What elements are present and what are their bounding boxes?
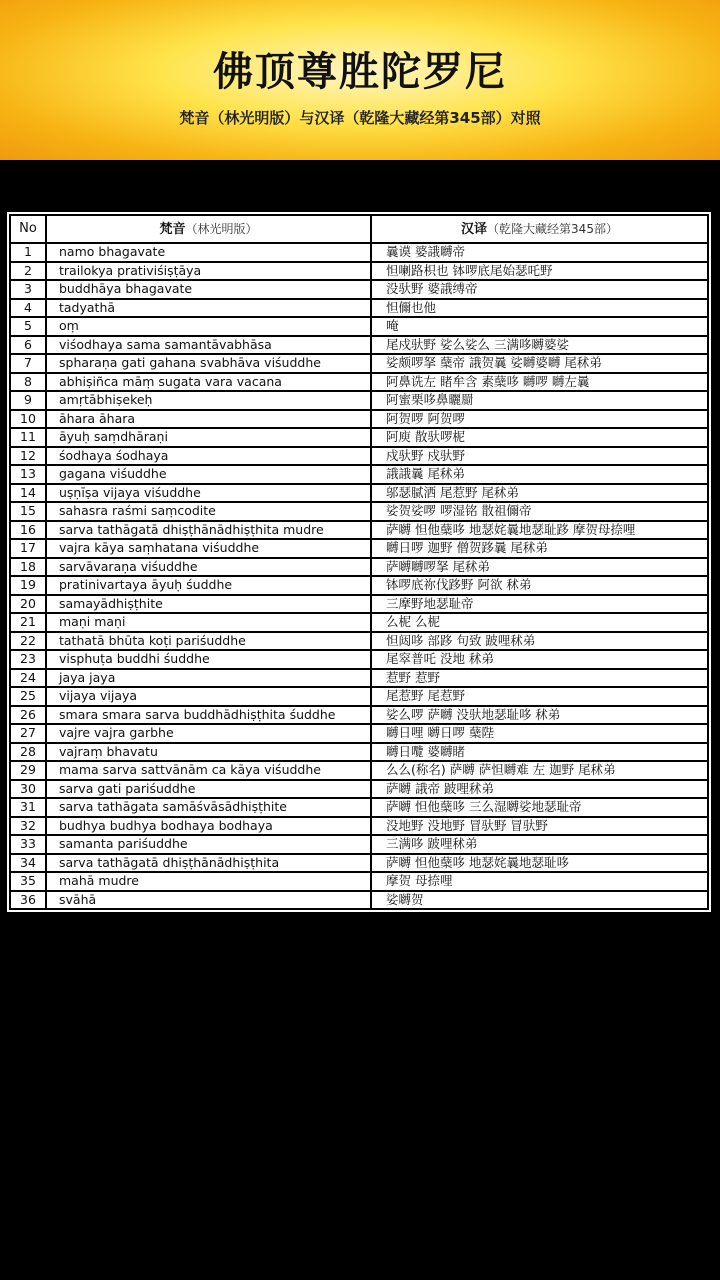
chinese-cell: 么柅 么柅 [371,613,708,632]
row-number: 22 [10,632,46,651]
table-row [10,761,708,780]
sanskrit-cell: āhara āhara [46,410,371,429]
chinese-cell: 萨嚩 誐帝 跛哩秫弟 [371,780,708,799]
row-number: 15 [10,502,46,521]
sanskrit-cell: śodhaya śodhaya [46,447,371,466]
table-row [10,484,708,503]
row-number: 36 [10,891,46,910]
chinese-cell: 萨嚩 怛他蘖哆 地瑟姹曩地瑟耻跢 摩贺母捺哩 [371,521,708,540]
row-number: 34 [10,854,46,873]
row-number: 33 [10,835,46,854]
table-row [10,354,708,373]
chinese-cell: 娑颇啰拏 蘖帝 誐贺曩 娑嚩婆嚩 尾秫弟 [371,354,708,373]
table-header-row [10,215,708,243]
sanskrit-cell: āyuḥ saṃdhāraṇi [46,428,371,447]
chinese-cell: 惹野 惹野 [371,669,708,688]
sanskrit-cell: smara smara sarva buddhādhiṣṭhita śuddhe [46,706,371,725]
sanskrit-cell: maṇi maṇi [46,613,371,632]
row-number: 21 [10,613,46,632]
chinese-cell: 三摩野地瑟耻帝 [371,595,708,614]
table-row [10,502,708,521]
column-header-sanskrit-main: 梵音 [159,221,186,237]
row-number: 32 [10,817,46,836]
sanskrit-cell: samanta pariśuddhe [46,835,371,854]
row-number: 28 [10,743,46,762]
table-row [10,317,708,336]
column-header-sanskrit-note: （林光明版） [185,221,258,236]
row-number: 8 [10,373,46,392]
chinese-cell: 邬瑟腻洒 尾惹野 尾秫弟 [371,484,708,503]
row-number: 2 [10,262,46,281]
table-row [10,854,708,873]
table-row [10,780,708,799]
table-body [10,243,708,909]
sanskrit-cell: vijaya vijaya [46,687,371,706]
sanskrit-cell: jaya jaya [46,669,371,688]
table-row [10,280,708,299]
table-row [10,743,708,762]
row-number: 17 [10,539,46,558]
table-row [10,595,708,614]
chinese-cell: 戍驮野 戍驮野 [371,447,708,466]
sanskrit-cell: sarva tathāgatā dhiṣṭhānādhiṣṭhita mudre [46,521,371,540]
table-row [10,669,708,688]
table-row [10,336,708,355]
row-number: 31 [10,798,46,817]
chinese-cell: 曩谟 婆誐嚩帝 [371,243,708,262]
row-number: 11 [10,428,46,447]
sanskrit-cell: tathatā bhūta koṭi pariśuddhe [46,632,371,651]
sanskrit-cell: namo bhagavate [46,243,371,262]
sanskrit-cell: mama sarva sattvānām ca kāya viśuddhe [46,761,371,780]
chinese-cell: 嚩日啰 迦野 僧贺跢曩 尾秫弟 [371,539,708,558]
sanskrit-cell: sarvāvaraṇa viśuddhe [46,558,371,577]
sanskrit-cell: samayādhiṣṭhite [46,595,371,614]
table-row [10,539,708,558]
row-number: 5 [10,317,46,336]
table-row [10,373,708,392]
sanskrit-cell: vajraṃ bhavatu [46,743,371,762]
chinese-cell: 阿贺啰 阿贺啰 [371,410,708,429]
row-number: 30 [10,780,46,799]
row-number: 13 [10,465,46,484]
column-header-no: No [10,215,46,243]
chinese-cell: 没驮野 婆誐缚帝 [371,280,708,299]
sanskrit-cell: uṣṇīṣa vijaya viśuddhe [46,484,371,503]
table-row [10,428,708,447]
row-number: 26 [10,706,46,725]
table-row [10,650,708,669]
page-subtitle: 梵音（林光明版）与汉译（乾隆大藏经第345部）对照 [179,109,541,127]
row-number: 3 [10,280,46,299]
chinese-cell: 嚩日囕 婆嚩睹 [371,743,708,762]
row-number: 29 [10,761,46,780]
row-number: 20 [10,595,46,614]
table-row [10,872,708,891]
chinese-cell: 钵啰底祢伐跢野 阿欲 秫弟 [371,576,708,595]
sanskrit-cell: budhya budhya bodhaya bodhaya [46,817,371,836]
table-row [10,410,708,429]
chinese-cell: 怛闼哆 部跢 句致 跛哩秫弟 [371,632,708,651]
table-row [10,706,708,725]
chinese-cell: 怛儞也他 [371,299,708,318]
sanskrit-cell: gagana viśuddhe [46,465,371,484]
sanskrit-cell: sarva tathāgatā dhiṣṭhānādhiṣṭhita [46,854,371,873]
chinese-cell: 萨嚩 怛他蘖哆 三么湿嚩娑地瑟耻帝 [371,798,708,817]
table-row [10,465,708,484]
row-number: 10 [10,410,46,429]
chinese-cell: 唵 [371,317,708,336]
sanskrit-cell: mahā mudre [46,872,371,891]
row-number: 25 [10,687,46,706]
chinese-cell: 尾戍驮野 娑么娑么 三满哆嚩婆娑 [371,336,708,355]
row-number: 16 [10,521,46,540]
sanskrit-cell: visphuṭa buddhi śuddhe [46,650,371,669]
chinese-cell: 萨嚩嚩啰拏 尾秫弟 [371,558,708,577]
table-row [10,835,708,854]
comparison-table [9,214,709,910]
sanskrit-cell: vajre vajra garbhe [46,724,371,743]
chinese-cell: 怛喇路枳也 钵啰底尾始瑟吒野 [371,262,708,281]
row-number: 4 [10,299,46,318]
row-number: 7 [10,354,46,373]
chinese-cell: 阿蜜栗哆鼻曬罽 [371,391,708,410]
sanskrit-cell: sahasra raśmi saṃcodite [46,502,371,521]
table-row [10,687,708,706]
chinese-cell: 尾窣普吒 没地 秫弟 [371,650,708,669]
table-row [10,558,708,577]
column-header-sanskrit [46,215,371,243]
row-number: 18 [10,558,46,577]
chinese-cell: 萨嚩 怛他蘖哆 地瑟姹曩地瑟耻哆 [371,854,708,873]
chinese-cell: 尾惹野 尾惹野 [371,687,708,706]
column-header-chinese-note: （乾隆大藏经第345部） [487,221,618,236]
row-number: 35 [10,872,46,891]
chinese-cell: 誐誐曩 尾秫弟 [371,465,708,484]
chinese-cell: 摩贺 母捺哩 [371,872,708,891]
sanskrit-cell: sarva tathāgata samāśvāsādhiṣṭhite [46,798,371,817]
chinese-cell: 没地野 没地野 冒驮野 冒驮野 [371,817,708,836]
row-number: 24 [10,669,46,688]
sanskrit-cell: buddhāya bhagavate [46,280,371,299]
sanskrit-cell: pratinivartaya āyuḥ śuddhe [46,576,371,595]
table-row [10,632,708,651]
sanskrit-cell: sarva gati pariśuddhe [46,780,371,799]
sanskrit-cell: tadyathā [46,299,371,318]
chinese-cell: 嚩日哩 嚩日啰 蘖陛 [371,724,708,743]
table-row [10,299,708,318]
table-row [10,447,708,466]
column-header-chinese-main: 汉译 [461,221,488,237]
row-number: 23 [10,650,46,669]
chinese-cell: 阿庾 散驮啰柅 [371,428,708,447]
row-number: 12 [10,447,46,466]
row-number: 27 [10,724,46,743]
table-row [10,613,708,632]
header-banner [0,0,720,160]
row-number: 1 [10,243,46,262]
table-row [10,576,708,595]
chinese-cell: 娑么啰 萨嚩 没驮地瑟耻哆 秫弟 [371,706,708,725]
sanskrit-cell: svāhā [46,891,371,910]
row-number: 9 [10,391,46,410]
page-title: 佛顶尊胜陀罗尼 [213,49,507,95]
row-number: 14 [10,484,46,503]
sanskrit-cell: viśodhaya sama samantāvabhāsa [46,336,371,355]
chinese-cell: 阿鼻诜左 睹牟含 素蘖哆 嚩啰 嚩左曩 [371,373,708,392]
sanskrit-cell: trailokya prativiśiṣṭāya [46,262,371,281]
sanskrit-cell: oṃ [46,317,371,336]
sanskrit-cell: spharaṇa gati gahana svabhāva viśuddhe [46,354,371,373]
table-row [10,798,708,817]
table-row [10,891,708,910]
row-number: 19 [10,576,46,595]
table-row [10,521,708,540]
sanskrit-cell: vajra kāya saṃhatana viśuddhe [46,539,371,558]
sanskrit-cell: abhiṣiñca māṃ sugata vara vacana [46,373,371,392]
row-number: 6 [10,336,46,355]
chinese-cell: 三满哆 跛哩秫弟 [371,835,708,854]
table-row [10,724,708,743]
column-header-chinese [371,215,708,243]
chinese-cell: 娑贺娑啰 啰湿铭 散祖儞帝 [371,502,708,521]
table-row [10,243,708,262]
sanskrit-cell: amṛtābhiṣekeḥ [46,391,371,410]
chinese-cell: 娑嚩贺 [371,891,708,910]
chinese-cell: 么么(称名) 萨嚩 萨怛嚩难 左 迦野 尾秫弟 [371,761,708,780]
table-row [10,391,708,410]
table-row [10,817,708,836]
table-row [10,262,708,281]
